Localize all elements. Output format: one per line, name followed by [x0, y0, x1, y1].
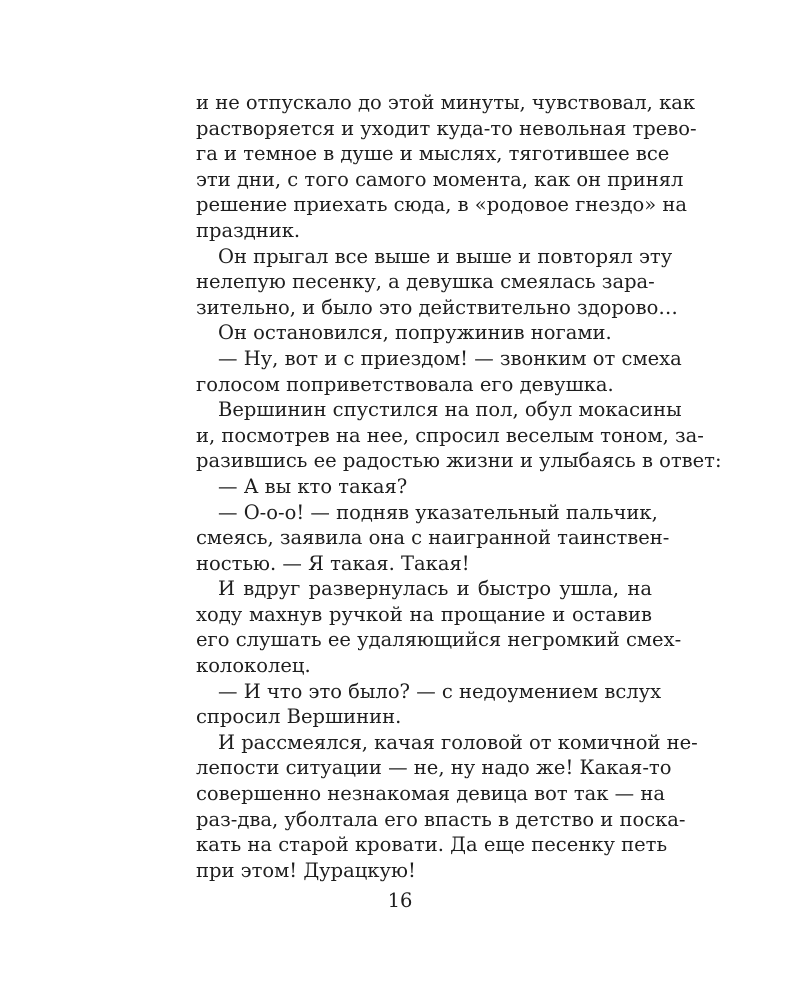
text-line: смеясь, заявила она с наигранной таинствен- [196, 526, 670, 550]
text-line: — О-о-о! — подняв указательный пальчик, [218, 500, 658, 524]
text-line: лепости ситуации — не, ну надо же! Какая-то [196, 756, 672, 780]
paragraph [196, 90, 697, 244]
text-line: — Ну, вот и с приездом! — звонким от смеха [218, 346, 682, 370]
text-line: разившись ее радостью жизни и улыбаясь в ответ: [196, 449, 722, 473]
page-body-text [196, 90, 722, 883]
text-line: эти дни, с того самого момента, как он принял [196, 167, 684, 191]
text-line: И вдруг развернулась и быстро ушла, на [218, 577, 652, 601]
page-number: 16 [387, 889, 413, 912]
paragraph [196, 730, 698, 884]
text-line: И рассмеялся, качая головой от комичной не- [218, 730, 698, 754]
text-line: Он прыгал все выше и выше и повторял эту [218, 244, 673, 268]
paragraph [196, 576, 682, 678]
text-line: голосом поприветствовала его девушка. [196, 372, 614, 396]
text-line: га и темное в душе и мыслях, тяготившее все [196, 142, 670, 166]
text-line: и не отпускало до этой минуты, чувствовал, как [196, 91, 696, 114]
text-line: Он остановился, попружинив ногами. [218, 321, 612, 345]
paragraph [196, 320, 652, 346]
text-line: совершенно незнакомая девица вот так — на [196, 782, 665, 806]
text-line: и, посмотрев на нее, спросил веселым тоном, за- [196, 423, 704, 447]
text-line: его слушать ее удаляющийся негромкий смех- [196, 628, 682, 652]
text-line: ностью. — Я такая. Такая! [196, 551, 470, 575]
paragraph [196, 244, 678, 321]
text-line: зительно, и было это действительно здорово… [196, 295, 678, 319]
text-line: раз-два, уболтала его впасть в детство и поска- [196, 807, 686, 831]
text-line: праздник. [196, 218, 301, 242]
text-line: нелепую песенку, а девушка смеялась зара- [196, 270, 655, 294]
text-line: ходу махнув ручкой на прощание и оставив [196, 602, 652, 626]
paragraph [196, 500, 670, 577]
text-line: решение приехать сюда, в «родовое гнездо» на [196, 193, 688, 217]
text-line: — А вы кто такая? [218, 474, 408, 498]
paragraph [196, 679, 662, 730]
paragraph [196, 346, 682, 397]
text-line: Вершинин спустился на пол, обул мокасины [218, 398, 682, 422]
text-line: колоколец. [196, 654, 311, 678]
text-line: кать на старой кровати. Да еще песенку петь [196, 833, 668, 857]
paragraph [196, 474, 652, 500]
paragraph [196, 397, 722, 474]
text-line: растворяется и уходит куда-то невольная трево- [196, 116, 697, 140]
text-line: при этом! Дурацкую! [196, 858, 416, 882]
text-line: спросил Вершинин. [196, 705, 402, 729]
text-line: — И что это было? — с недоумением вслух [218, 679, 662, 703]
